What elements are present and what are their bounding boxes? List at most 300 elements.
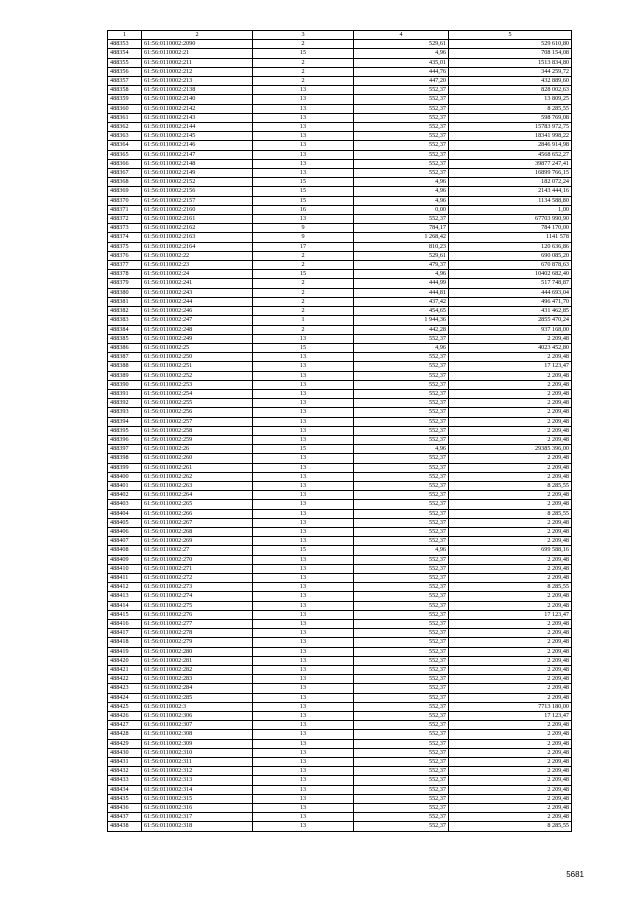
table-row (108, 472, 572, 481)
table-cell-col-4: 1 944,36 (354, 316, 449, 325)
table-row (108, 242, 572, 251)
table-cell-col-4: 552,37 (354, 500, 449, 509)
table-cell-col-3: 13 (253, 813, 354, 822)
table-cell-col-3: 13 (253, 601, 354, 610)
table-cell-col-3: 2 (253, 261, 354, 270)
table-cell-col-4: 552,37 (354, 647, 449, 656)
column-header-1: 1 (108, 31, 142, 40)
table-cell-col-1: 488389 (108, 371, 142, 380)
table-cell-col-3: 2 (253, 58, 354, 67)
table-cell-col-4: 552,37 (354, 159, 449, 168)
table-cell-col-4: 552,37 (354, 702, 449, 711)
table-cell-col-5: 8 285,55 (449, 822, 572, 831)
table-row (108, 500, 572, 509)
table-row (108, 748, 572, 757)
table-cell-col-5: 8 285,55 (449, 481, 572, 490)
table-cell-col-3: 13 (253, 656, 354, 665)
table-row (108, 408, 572, 417)
table-cell-col-1: 488370 (108, 196, 142, 205)
table-cell-col-5: 344 259,72 (449, 67, 572, 76)
table-cell-col-3: 13 (253, 362, 354, 371)
table-cell-col-1: 488353 (108, 40, 142, 49)
table-row (108, 684, 572, 693)
table-row (108, 178, 572, 187)
table-cell-col-1: 488418 (108, 638, 142, 647)
table-cell-col-2: 61:56:0110002:2090 (142, 40, 253, 49)
table-cell-col-2: 61:56:0110002:23 (142, 261, 253, 270)
table-cell-col-1: 488434 (108, 785, 142, 794)
table-cell-col-2: 61:56:0110002:259 (142, 435, 253, 444)
table-cell-col-1: 488398 (108, 454, 142, 463)
table-cell-col-2: 61:56:0110002:2157 (142, 196, 253, 205)
table-cell-col-4: 529,61 (354, 251, 449, 260)
table-cell-col-5: 670 878,63 (449, 261, 572, 270)
table-row (108, 132, 572, 141)
table-row (108, 58, 572, 67)
table-cell-col-2: 61:56:0110002:212 (142, 67, 253, 76)
table-cell-col-4: 454,65 (354, 307, 449, 316)
table-cell-col-3: 16 (253, 205, 354, 214)
table-cell-col-5: 2 209,48 (449, 353, 572, 362)
table-cell-col-1: 488396 (108, 435, 142, 444)
table-cell-col-3: 13 (253, 417, 354, 426)
table-cell-col-5: 2 209,48 (449, 601, 572, 610)
table-cell-col-4: 552,37 (354, 794, 449, 803)
table-cell-col-1: 488407 (108, 537, 142, 546)
table-cell-col-5: 2 209,48 (449, 389, 572, 398)
table-cell-col-3: 2 (253, 297, 354, 306)
table-cell-col-2: 61:56:0110002:263 (142, 481, 253, 490)
table-cell-col-5: 2 209,48 (449, 693, 572, 702)
table-row (108, 141, 572, 150)
table-cell-col-2: 61:56:0110002:261 (142, 463, 253, 472)
table-cell-col-3: 13 (253, 739, 354, 748)
table-cell-col-4: 552,37 (354, 380, 449, 389)
table-cell-col-5: 2 209,48 (449, 739, 572, 748)
table-cell-col-4: 1 268,42 (354, 233, 449, 242)
table-cell-col-3: 2 (253, 67, 354, 76)
table-cell-col-5: 2 209,48 (449, 435, 572, 444)
table-cell-col-2: 61:56:0110002:317 (142, 813, 253, 822)
table-cell-col-3: 2 (253, 251, 354, 260)
table-cell-col-1: 488413 (108, 592, 142, 601)
table-row (108, 279, 572, 288)
table-cell-col-5: 15783 972,75 (449, 123, 572, 132)
table-cell-col-1: 488417 (108, 629, 142, 638)
table-row (108, 95, 572, 104)
table-cell-col-4: 552,37 (354, 435, 449, 444)
table-cell-col-3: 13 (253, 169, 354, 178)
table-row (108, 527, 572, 536)
table-cell-col-2: 61:56:0110002:2156 (142, 187, 253, 196)
table-row (108, 767, 572, 776)
table-cell-col-2: 61:56:0110002:248 (142, 325, 253, 334)
table-cell-col-3: 13 (253, 647, 354, 656)
table-cell-col-2: 61:56:0110002:279 (142, 638, 253, 647)
table-cell-col-4: 4,96 (354, 445, 449, 454)
table-cell-col-1: 488429 (108, 739, 142, 748)
table-cell-col-3: 2 (253, 279, 354, 288)
table-cell-col-4: 552,37 (354, 601, 449, 610)
table-cell-col-5: 2 209,48 (449, 380, 572, 389)
table-cell-col-1: 488393 (108, 408, 142, 417)
table-cell-col-5: 8 285,55 (449, 509, 572, 518)
table-cell-col-5: 2 209,48 (449, 804, 572, 813)
table-cell-col-3: 13 (253, 767, 354, 776)
table-cell-col-4: 552,37 (354, 132, 449, 141)
table-cell-col-2: 61:56:0110002:24 (142, 270, 253, 279)
table-cell-col-2: 61:56:0110002:314 (142, 785, 253, 794)
table-cell-col-5: 10402 682,40 (449, 270, 572, 279)
table-row (108, 758, 572, 767)
table-cell-col-1: 488362 (108, 123, 142, 132)
table-cell-col-2: 61:56:0110002:249 (142, 334, 253, 343)
table-cell-col-3: 13 (253, 500, 354, 509)
table-cell-col-3: 13 (253, 113, 354, 122)
table-cell-col-1: 488392 (108, 399, 142, 408)
table-cell-col-4: 552,37 (354, 491, 449, 500)
table-row (108, 509, 572, 518)
table-cell-col-4: 552,37 (354, 620, 449, 629)
table-row (108, 371, 572, 380)
table-cell-col-1: 488397 (108, 445, 142, 454)
table-cell-col-4: 552,37 (354, 638, 449, 647)
table-row (108, 518, 572, 527)
table-row (108, 656, 572, 665)
table-cell-col-4: 552,37 (354, 712, 449, 721)
table-cell-col-1: 488406 (108, 527, 142, 536)
table-cell-col-1: 488367 (108, 169, 142, 178)
table-cell-col-5: 8 285,55 (449, 583, 572, 592)
table-cell-col-3: 13 (253, 730, 354, 739)
table-cell-col-5: 17 123,47 (449, 712, 572, 721)
table-cell-col-2: 61:56:0110002:277 (142, 620, 253, 629)
table-cell-col-2: 61:56:0110002:21 (142, 49, 253, 58)
table-row (108, 592, 572, 601)
table-cell-col-4: 552,37 (354, 721, 449, 730)
table-cell-col-5: 39877 247,41 (449, 159, 572, 168)
table-cell-col-4: 810,23 (354, 242, 449, 251)
table-row (108, 712, 572, 721)
table-cell-col-5: 1,00 (449, 205, 572, 214)
table-row (108, 426, 572, 435)
table-cell-col-4: 552,37 (354, 804, 449, 813)
table-row (108, 123, 572, 132)
table-cell-col-3: 2 (253, 288, 354, 297)
table-cell-col-1: 488438 (108, 822, 142, 831)
table-row (108, 399, 572, 408)
table-row (108, 454, 572, 463)
table-cell-col-4: 552,37 (354, 113, 449, 122)
table-cell-col-2: 61:56:0110002:2160 (142, 205, 253, 214)
table-cell-col-3: 13 (253, 399, 354, 408)
table-cell-col-1: 488365 (108, 150, 142, 159)
table-cell-col-4: 552,37 (354, 767, 449, 776)
column-header-2: 2 (142, 31, 253, 40)
table-row (108, 233, 572, 242)
table-cell-col-1: 488382 (108, 307, 142, 316)
table-row (108, 666, 572, 675)
table-cell-col-2: 61:56:0110002:2145 (142, 132, 253, 141)
table-cell-col-2: 61:56:0110002:2161 (142, 215, 253, 224)
table-row (108, 196, 572, 205)
table-cell-col-1: 488435 (108, 794, 142, 803)
table-cell-col-5: 2846 914,98 (449, 141, 572, 150)
table-cell-col-5: 2 209,48 (449, 537, 572, 546)
table-cell-col-5: 2 209,48 (449, 638, 572, 647)
table-cell-col-3: 15 (253, 270, 354, 279)
table-cell-col-4: 552,37 (354, 95, 449, 104)
table-row (108, 389, 572, 398)
table-cell-col-5: 17 123,47 (449, 610, 572, 619)
table-row (108, 343, 572, 352)
table-cell-col-4: 552,37 (354, 417, 449, 426)
table-row (108, 316, 572, 325)
table-cell-col-3: 13 (253, 454, 354, 463)
table-cell-col-1: 488401 (108, 481, 142, 490)
table-cell-col-2: 61:56:0110002:309 (142, 739, 253, 748)
table-cell-col-2: 61:56:0110002:2144 (142, 123, 253, 132)
table-cell-col-5: 690 085,20 (449, 251, 572, 260)
table-row (108, 785, 572, 794)
table-cell-col-5: 2 209,48 (449, 426, 572, 435)
table-cell-col-5: 529 610,80 (449, 40, 572, 49)
table-row (108, 77, 572, 86)
table-cell-col-3: 13 (253, 141, 354, 150)
table-cell-col-2: 61:56:0110002:265 (142, 500, 253, 509)
table-cell-col-2: 61:56:0110002:2143 (142, 113, 253, 122)
table-cell-col-4: 552,37 (354, 518, 449, 527)
data-table (107, 30, 572, 832)
table-cell-col-4: 552,37 (354, 748, 449, 757)
table-cell-col-1: 488375 (108, 242, 142, 251)
table-cell-col-4: 4,96 (354, 270, 449, 279)
table-cell-col-5: 784 170,00 (449, 224, 572, 233)
table-cell-col-1: 488386 (108, 343, 142, 352)
table-cell-col-3: 13 (253, 518, 354, 527)
table-cell-col-2: 61:56:0110002:2152 (142, 178, 253, 187)
table-cell-col-5: 2 209,48 (449, 334, 572, 343)
table-cell-col-4: 552,37 (354, 509, 449, 518)
table-row (108, 463, 572, 472)
table-cell-col-2: 61:56:0110002:22 (142, 251, 253, 260)
table-row (108, 794, 572, 803)
table-cell-col-3: 13 (253, 555, 354, 564)
table-cell-col-4: 442,28 (354, 325, 449, 334)
table-cell-col-1: 488402 (108, 491, 142, 500)
table-cell-col-4: 552,37 (354, 583, 449, 592)
table-row (108, 610, 572, 619)
table-cell-col-2: 61:56:0110002:246 (142, 307, 253, 316)
table-cell-col-3: 13 (253, 132, 354, 141)
table-cell-col-1: 488354 (108, 49, 142, 58)
table-cell-col-1: 488416 (108, 620, 142, 629)
table-cell-col-3: 13 (253, 150, 354, 159)
table-cell-col-3: 13 (253, 408, 354, 417)
table-cell-col-5: 699 588,16 (449, 546, 572, 555)
table-cell-col-1: 488384 (108, 325, 142, 334)
table-cell-col-5: 432 889,60 (449, 77, 572, 86)
table-cell-col-5: 16899 766,15 (449, 169, 572, 178)
table-row (108, 629, 572, 638)
table-row (108, 730, 572, 739)
table-cell-col-4: 552,37 (354, 399, 449, 408)
table-cell-col-5: 2 209,48 (449, 730, 572, 739)
table-cell-col-5: 2 209,48 (449, 647, 572, 656)
table-cell-col-4: 784,17 (354, 224, 449, 233)
table-cell-col-3: 13 (253, 785, 354, 794)
table-cell-col-1: 488379 (108, 279, 142, 288)
table-cell-col-4: 552,37 (354, 592, 449, 601)
table-cell-col-5: 2855 470,24 (449, 316, 572, 325)
table-cell-col-2: 61:56:0110002:253 (142, 380, 253, 389)
table-cell-col-3: 13 (253, 463, 354, 472)
table-cell-col-5: 2 209,48 (449, 675, 572, 684)
table-cell-col-1: 488415 (108, 610, 142, 619)
table-cell-col-2: 61:56:0110002:2142 (142, 104, 253, 113)
table-cell-col-2: 61:56:0110002:2138 (142, 86, 253, 95)
table-cell-col-3: 15 (253, 178, 354, 187)
table-row (108, 362, 572, 371)
table-cell-col-3: 13 (253, 481, 354, 490)
table-cell-col-4: 479,37 (354, 261, 449, 270)
table-cell-col-3: 13 (253, 638, 354, 647)
table-cell-col-3: 13 (253, 629, 354, 638)
table-cell-col-4: 552,37 (354, 169, 449, 178)
table-row (108, 675, 572, 684)
table-cell-col-2: 61:56:0110002:282 (142, 666, 253, 675)
table-cell-col-2: 61:56:0110002:312 (142, 767, 253, 776)
table-cell-col-5: 2 209,48 (449, 748, 572, 757)
table-cell-col-5: 1134 588,80 (449, 196, 572, 205)
table-body (108, 40, 572, 831)
table-cell-col-4: 552,37 (354, 472, 449, 481)
table-row (108, 445, 572, 454)
table-row (108, 86, 572, 95)
table-cell-col-3: 9 (253, 233, 354, 242)
table-cell-col-1: 488430 (108, 748, 142, 757)
table-cell-col-5: 444 693,04 (449, 288, 572, 297)
table-cell-col-1: 488426 (108, 712, 142, 721)
table-cell-col-2: 61:56:0110002:258 (142, 426, 253, 435)
table-row (108, 307, 572, 316)
table-cell-col-1: 488408 (108, 546, 142, 555)
table-cell-col-3: 15 (253, 187, 354, 196)
table-cell-col-3: 13 (253, 610, 354, 619)
table-row (108, 270, 572, 279)
table-row (108, 435, 572, 444)
table-cell-col-4: 552,37 (354, 739, 449, 748)
table-cell-col-2: 61:56:0110002:311 (142, 758, 253, 767)
table-cell-col-3: 13 (253, 371, 354, 380)
table-cell-col-1: 488371 (108, 205, 142, 214)
table-cell-col-4: 552,37 (354, 776, 449, 785)
table-cell-col-5: 4023 452,80 (449, 343, 572, 352)
table-cell-col-1: 488409 (108, 555, 142, 564)
table-cell-col-3: 13 (253, 794, 354, 803)
table-cell-col-5: 2 209,48 (449, 408, 572, 417)
table-cell-col-3: 2 (253, 325, 354, 334)
table-cell-col-1: 488360 (108, 104, 142, 113)
table-cell-col-3: 15 (253, 343, 354, 352)
table-cell-col-4: 552,37 (354, 408, 449, 417)
table-cell-col-3: 13 (253, 712, 354, 721)
table-cell-col-4: 552,37 (354, 389, 449, 398)
table-cell-col-4: 552,37 (354, 150, 449, 159)
table-row (108, 67, 572, 76)
table-cell-col-1: 488425 (108, 702, 142, 711)
table-cell-col-5: 18341 998,22 (449, 132, 572, 141)
table-cell-col-5: 598 769,08 (449, 113, 572, 122)
table-cell-col-5: 431 462,85 (449, 307, 572, 316)
table-cell-col-1: 488373 (108, 224, 142, 233)
table-cell-col-2: 61:56:0110002:264 (142, 491, 253, 500)
table-cell-col-4: 552,37 (354, 454, 449, 463)
table-cell-col-5: 2 209,48 (449, 656, 572, 665)
table-row (108, 620, 572, 629)
table-cell-col-1: 488388 (108, 362, 142, 371)
table-cell-col-3: 2 (253, 40, 354, 49)
table-cell-col-1: 488424 (108, 693, 142, 702)
table-cell-col-1: 488380 (108, 288, 142, 297)
table-cell-col-5: 2 209,48 (449, 767, 572, 776)
table-cell-col-3: 13 (253, 123, 354, 132)
table-cell-col-3: 13 (253, 353, 354, 362)
table-cell-col-1: 488431 (108, 758, 142, 767)
table-cell-col-2: 61:56:0110002:281 (142, 656, 253, 665)
table-cell-col-5: 2 209,48 (449, 399, 572, 408)
table-row (108, 491, 572, 500)
table-cell-col-4: 552,37 (354, 527, 449, 536)
table-cell-col-2: 61:56:0110002:2147 (142, 150, 253, 159)
table-cell-col-2: 61:56:0110002:275 (142, 601, 253, 610)
table-cell-col-3: 2 (253, 77, 354, 86)
table-cell-col-3: 13 (253, 748, 354, 757)
table-cell-col-3: 13 (253, 104, 354, 113)
table-cell-col-2: 61:56:0110002:257 (142, 417, 253, 426)
table-cell-col-4: 552,37 (354, 684, 449, 693)
table-cell-col-1: 488423 (108, 684, 142, 693)
table-cell-col-2: 61:56:0110002:260 (142, 454, 253, 463)
table-cell-col-2: 61:56:0110002:2163 (142, 233, 253, 242)
table-cell-col-3: 13 (253, 573, 354, 582)
table-cell-col-5: 2 209,48 (449, 500, 572, 509)
table-cell-col-1: 488403 (108, 500, 142, 509)
table-cell-col-2: 61:56:0110002:252 (142, 371, 253, 380)
table-cell-col-4: 552,37 (354, 141, 449, 150)
table-cell-col-3: 13 (253, 666, 354, 675)
table-cell-col-4: 552,37 (354, 573, 449, 582)
table-row (108, 261, 572, 270)
table-cell-col-5: 2 209,48 (449, 620, 572, 629)
table-row (108, 325, 572, 334)
table-cell-col-3: 15 (253, 546, 354, 555)
table-cell-col-1: 488399 (108, 463, 142, 472)
table-cell-col-1: 488387 (108, 353, 142, 362)
table-cell-col-3: 13 (253, 159, 354, 168)
table-cell-col-3: 13 (253, 822, 354, 831)
table-cell-col-1: 488376 (108, 251, 142, 260)
table-cell-col-1: 488361 (108, 113, 142, 122)
table-row (108, 573, 572, 582)
table-cell-col-1: 488363 (108, 132, 142, 141)
table-cell-col-3: 13 (253, 491, 354, 500)
table-cell-col-5: 120 636,86 (449, 242, 572, 251)
table-cell-col-2: 61:56:0110002:254 (142, 389, 253, 398)
table-cell-col-5: 2 209,48 (449, 721, 572, 730)
table-cell-col-2: 61:56:0110002:250 (142, 353, 253, 362)
table-cell-col-1: 488400 (108, 472, 142, 481)
